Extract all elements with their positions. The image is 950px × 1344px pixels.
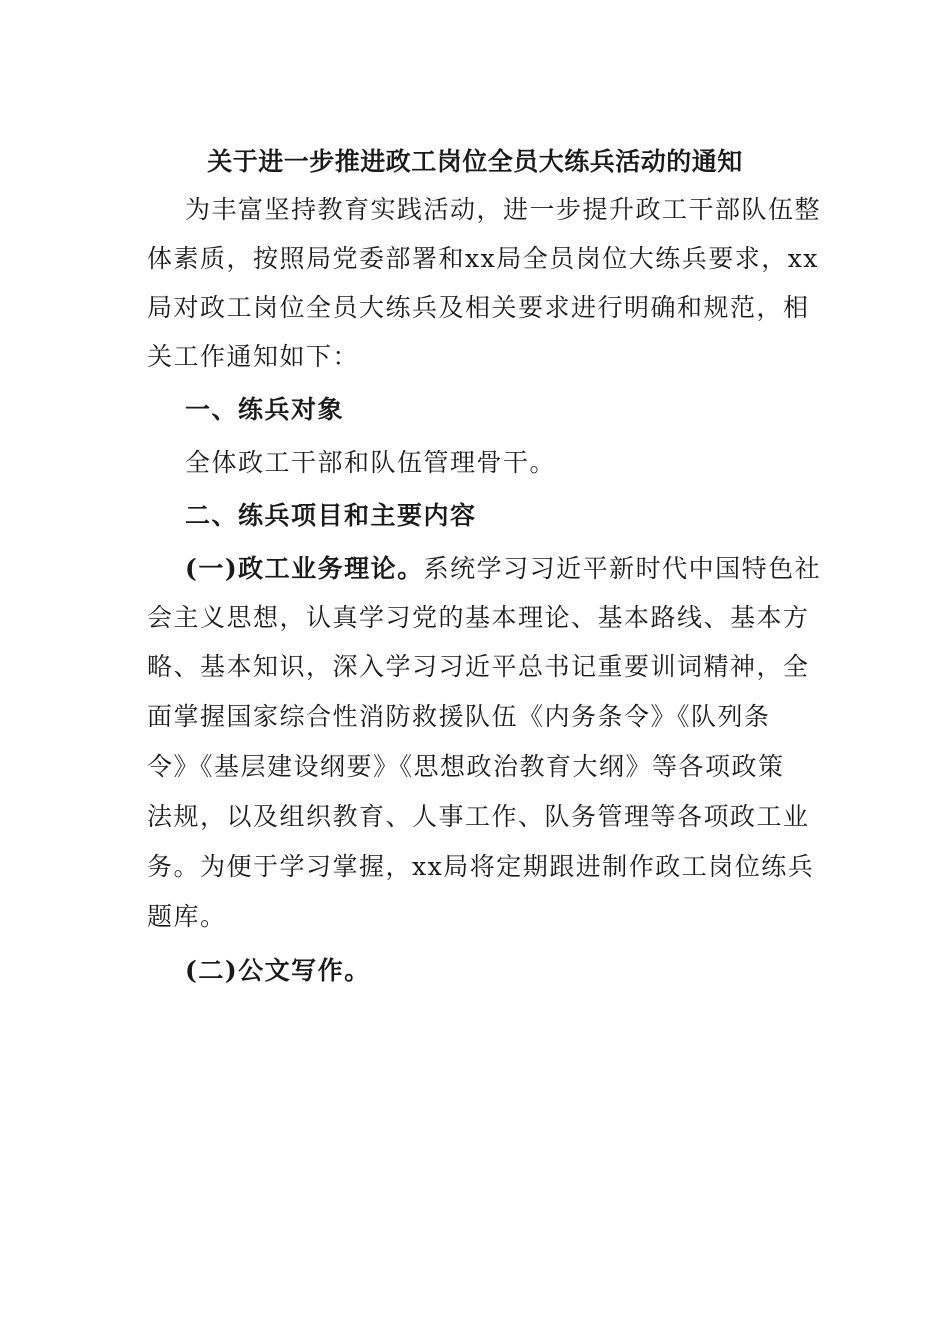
item1-line-7: 务。为便于学习掌握，xx局将定期跟进制作政工岗位练兵 <box>147 852 815 881</box>
item1-line-3: 略、基本知识，深入学习习近平总书记重要训词精神，全 <box>147 652 810 681</box>
intro-line-2: 体素质，按照局党委部署和xx局全员岗位大练兵要求，xx <box>147 244 819 273</box>
item1-first-line <box>185 554 821 584</box>
item1-first-line-rest: 系统学习习近平新时代中国特色社 <box>423 554 822 583</box>
item1-line-2: 会主义思想，认真学习党的基本理论、基本路线、基本方 <box>147 603 810 632</box>
section2-heading: 二、练兵项目和主要内容 <box>185 501 477 530</box>
item1-line-6: 法规，以及组织教育、人事工作、队务管理等各项政工业 <box>147 802 810 831</box>
document-title: 关于进一步推进政工岗位全员大练兵活动的通知 <box>207 147 743 176</box>
section1-body: 全体政工干部和队伍管理骨干。 <box>185 448 557 477</box>
item1-line-4: 面掌握国家综合性消防救援队伍《内务条令》《队列条 <box>147 702 771 731</box>
section1-heading: 一、练兵对象 <box>185 395 345 424</box>
intro-line-4: 关工作通知如下： <box>147 342 360 371</box>
item1-label: (一)政工业务理论。 <box>185 554 424 583</box>
intro-line-3: 局对政工岗位全员大练兵及相关要求进行明确和规范，相 <box>147 293 810 322</box>
item2-label: (二)公文写作。 <box>185 956 371 985</box>
item1-line-5: 令》《基层建设纲要》《思想政治教育大纲》等各项政策 <box>147 752 785 781</box>
intro-line-1: 为丰富坚持教育实践活动，进一步提升政工干部队伍整 <box>185 195 822 224</box>
item1-line-8: 题库。 <box>147 902 227 931</box>
